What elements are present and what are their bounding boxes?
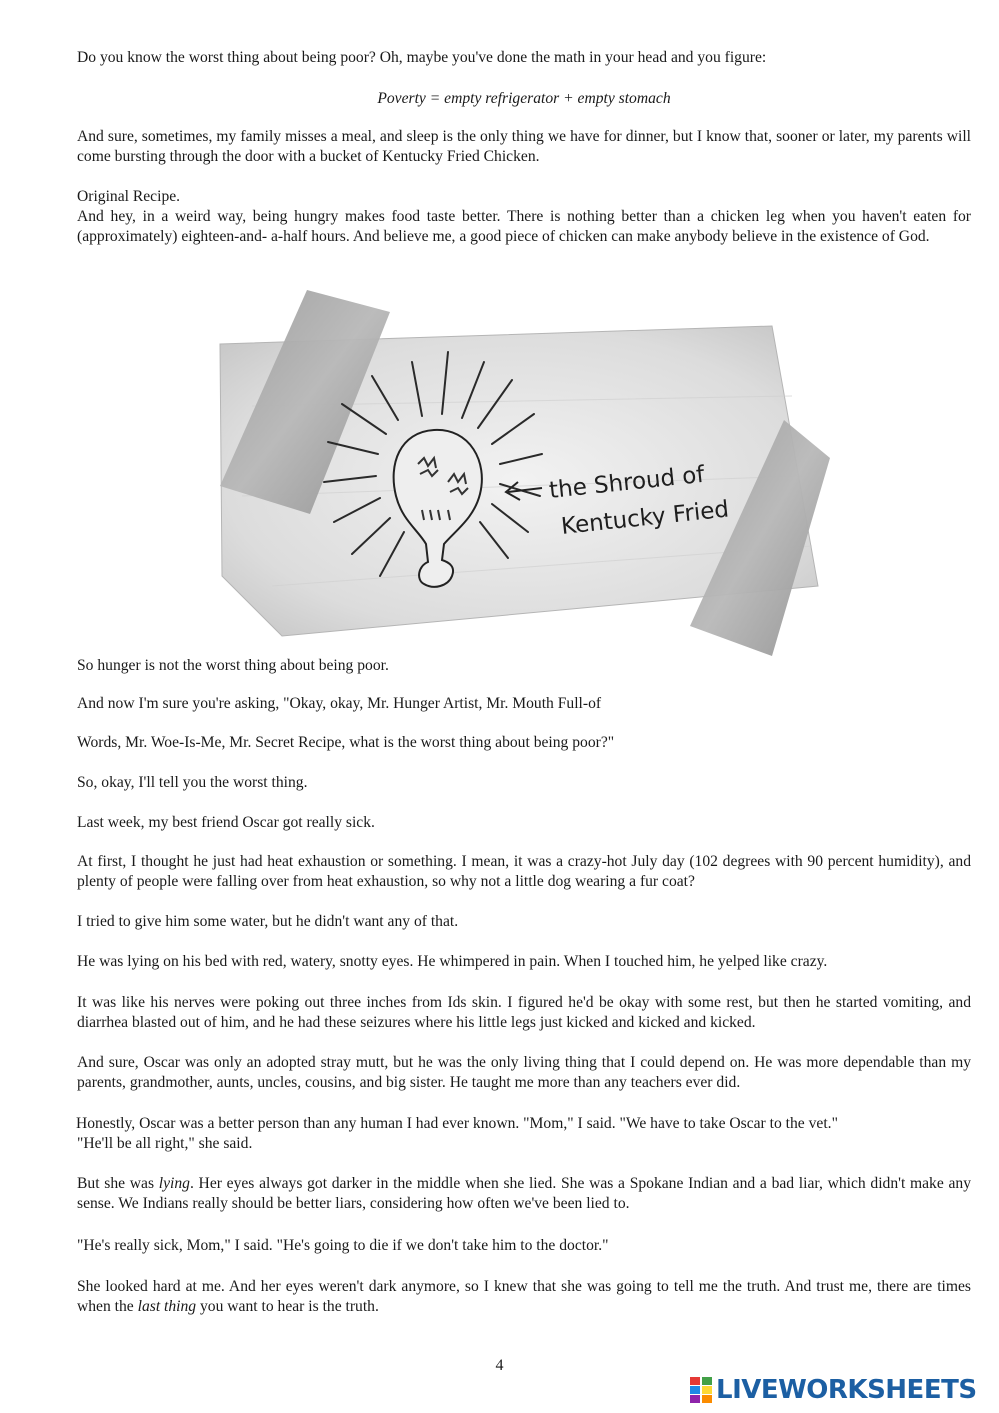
illustration-caption-line2: Kentucky Fried — [559, 496, 731, 540]
looked-hard-before: She looked hard at me. And her eyes weren't dark anymore, so I knew that she was going to tell me the truth. And trust me, there are times when the — [77, 1278, 971, 1315]
paragraph-nerves: It was like his nerves were poking out three inches from Ids skin. I figured he'd be okay with some rest, but then he started vomiting, and diarrhea blasted out of him, and he had these seizures where his little legs just kicked and kicked and kicked. — [77, 994, 971, 1031]
original-recipe-line: Original Recipe. — [77, 188, 181, 205]
page-number: 4 — [495, 1357, 504, 1374]
looked-hard-after: you want to hear is the truth. — [196, 1298, 379, 1315]
paragraph-honestly: Honestly, Oscar was a better person than any human I had ever known. "Mom," I said. "We have to take Oscar to the vet." — [76, 1115, 838, 1132]
poverty-equation: Poverty = empty refrigerator + empty stomach — [377, 90, 671, 107]
shroud-drawing — [212, 286, 832, 656]
liveworksheets-wordmark: LIVEWORKSHEETS — [716, 1375, 977, 1405]
lying-before: But she was — [77, 1175, 159, 1192]
paragraph-asking: And now I'm sure you're asking, "Okay, okay, Mr. Hunger Artist, Mr. Mouth Full-of — [77, 695, 602, 712]
illustration-caption-line1: the Shroud of — [547, 461, 706, 504]
paragraph-looked-hard — [77, 1277, 971, 1317]
paragraph-water: I tried to give him some water, but he didn't want any of that. — [77, 913, 459, 930]
paragraph-hunger-not-worst: So hunger is not the worst thing about being poor. — [77, 657, 389, 674]
shroud-illustration — [212, 286, 832, 656]
paragraph-chicken: And sure, sometimes, my family misses a meal, and sleep is the only thing we have for dinner, but I know that, sooner or later, my parents will come bursting through the door with a bucket of Kentucky Fried Chicken. — [77, 128, 971, 165]
paragraph-heat: At first, I thought he just had heat exhaustion or something. I mean, it was a crazy-hot July day (102 degrees with 90 percent humidity), and plenty of people were falling over from heat exhaustion, so why not a little dog wearing a fur coat? — [77, 853, 971, 890]
paragraph-she-was-lying — [77, 1174, 971, 1214]
paragraph-tell: So, okay, I'll tell you the worst thing. — [77, 774, 308, 791]
paragraph-lying-bed: He was lying on his bed with red, watery, snotty eyes. He whimpered in pain. When I touched him, he yelped like crazy. — [77, 953, 828, 970]
lying-emphasis: lying — [158, 1175, 190, 1192]
paragraph-words: Words, Mr. Woe-Is-Me, Mr. Secret Recipe, what is the worst thing about being poor?" — [77, 734, 615, 751]
liveworksheets-branding[interactable] — [690, 1374, 990, 1406]
lying-after: . Her eyes always got darker in the middle when she lied. She was a Spokane Indian and a bad liar, which didn't make any sense. We Indians really should be better liars, considering how often we've been lied to. — [77, 1175, 972, 1212]
paragraph-really-sick: "He's really sick, Mom," I said. "He's going to die if we don't take him to the doctor." — [77, 1237, 609, 1254]
paragraph-oscar-mutt: And sure, Oscar was only an adopted stray mutt, but he was the only living thing that I could depend on. He was more dependable than my parents, grandmother, aunts, uncles, cousins, and big sister. He taught me more than any teachers ever did. — [77, 1054, 971, 1091]
paragraph-hungry: And hey, in a weird way, being hungry makes food taste better. There is nothing better than a chicken leg when you haven't eaten for (approximately) eighteen-and- a-half hours. And believe me, a good piece of chicken can make anybody believe in the existence of God. — [77, 208, 971, 245]
paragraph-all-right: "He'll be all right," she said. — [77, 1135, 253, 1152]
intro-paragraph: Do you know the worst thing about being poor? Oh, maybe you've done the math in your head and you figure: — [77, 49, 767, 66]
paragraph-last-week: Last week, my best friend Oscar got really sick. — [77, 814, 375, 831]
liveworksheets-logo-icon — [690, 1377, 712, 1403]
last-thing-emphasis: last thing — [137, 1298, 197, 1315]
